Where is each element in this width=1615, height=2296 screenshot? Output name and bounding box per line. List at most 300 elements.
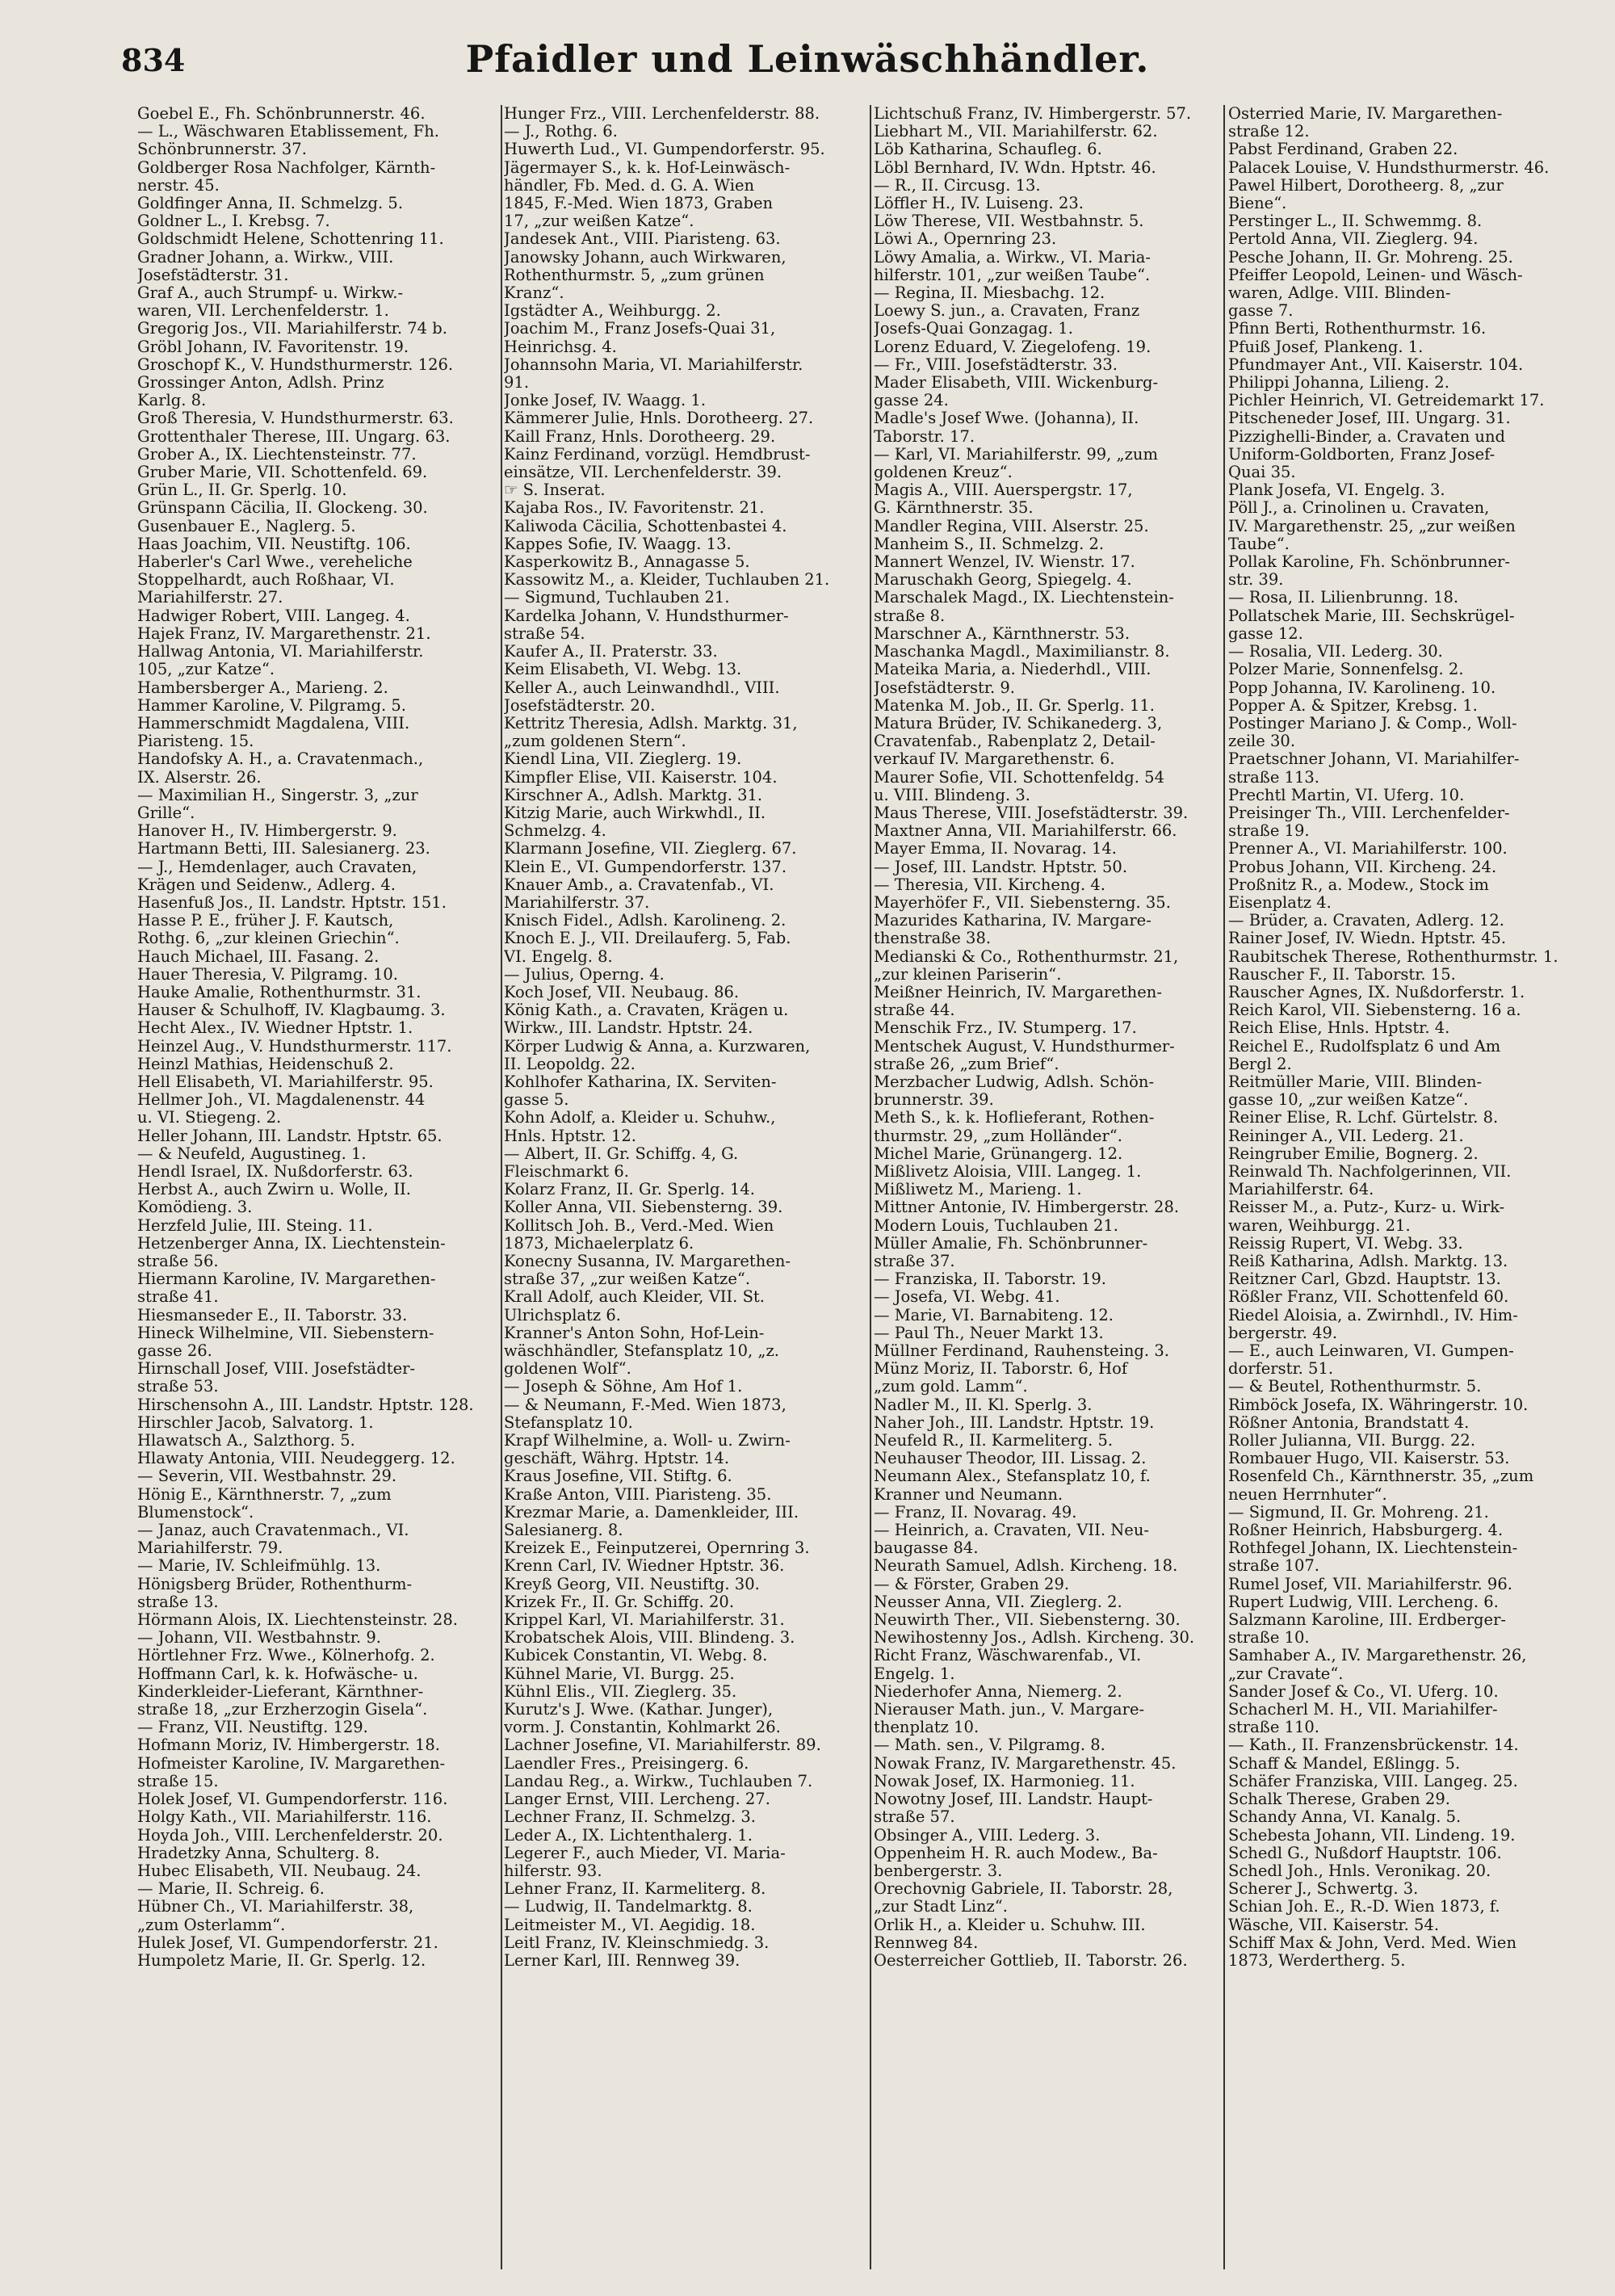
directory-entry-line: — Kath., II. Franzensbrückenstr. 14.: [1228, 1736, 1519, 1755]
directory-entry-line: Popp Johanna, IV. Karolineng. 10.: [1228, 678, 1496, 697]
directory-entry-line: str. 39.: [1228, 571, 1284, 590]
directory-entry-line: Orlik H., a. Kleider u. Schuhw. III.: [874, 1916, 1146, 1934]
directory-entry-line: Kettritz Theresia, Adlsh. Marktg. 31,: [504, 714, 798, 732]
directory-entry-line: Magis A., VIII. Auerspergstr. 17,: [874, 481, 1133, 500]
directory-entry-line: Konecny Susanna, IV. Margarethen-: [504, 1253, 791, 1270]
directory-entry-line: Prenner A., VI. Mariahilferstr. 100.: [1228, 840, 1508, 858]
directory-entry-line: — R., II. Circusg. 13.: [874, 176, 1041, 195]
directory-entry-line: Biene“.: [1228, 195, 1287, 213]
directory-entry-line: Holgy Kath., VII. Mariahilferstr. 116.: [137, 1808, 432, 1827]
directory-entry-line: Schedl G., Nußdorf Hauptstr. 106.: [1228, 1844, 1502, 1862]
directory-entry-line: Eisenplatz 4.: [1228, 893, 1332, 912]
directory-entry-line: Reininger A., VII. Lederg. 21.: [1228, 1127, 1464, 1145]
directory-entry-line: — Theresia, VII. Kircheng. 4.: [874, 875, 1106, 894]
directory-entry-line: Reissig Rupert, VI. Webg. 33.: [1228, 1234, 1463, 1253]
directory-entry-line: Naher Joh., III. Landstr. Hptstr. 19.: [874, 1413, 1155, 1432]
directory-entry-line: Manheim S., II. Schmelzg. 2.: [874, 535, 1105, 553]
directory-entry-line: straße 19.: [1228, 822, 1310, 841]
directory-entry-line: Rainer Josef, IV. Wiedn. Hptstr. 45.: [1228, 930, 1507, 948]
directory-entry-line: Obsinger A., VIII. Lederg. 3.: [874, 1826, 1101, 1845]
directory-entry-line: straße 44.: [874, 1001, 955, 1020]
directory-entry-line: — & Förster, Graben 29.: [874, 1575, 1070, 1593]
directory-entry-line: — Josef, III. Landstr. Hptstr. 50.: [874, 858, 1128, 876]
directory-entry-line: gasse 12.: [1228, 624, 1303, 643]
directory-entry-line: Taube“.: [1228, 535, 1290, 553]
directory-entry-line: Kühnl Elis., VII. Zieglerg. 35.: [504, 1682, 737, 1701]
directory-entry-line: Hönig E., Kärnthnerstr. 7, „zum: [137, 1485, 392, 1504]
directory-entry-line: Postinger Mariano J. & Comp., Woll-: [1228, 714, 1517, 732]
directory-entry-line: bergerstr. 49.: [1228, 1324, 1338, 1342]
directory-entry-line: Michel Marie, Grünangerg. 12.: [874, 1144, 1123, 1163]
directory-entry-line: Haberler's Carl Wwe., vereheliche: [137, 553, 413, 572]
directory-entry-line: Liebhart M., VII. Mariahilferstr. 62.: [874, 123, 1158, 141]
directory-entry-line: Krenn Carl, IV. Wiedner Hptstr. 36.: [504, 1557, 785, 1576]
directory-entry-line: Löffler H., IV. Luiseng. 23.: [874, 195, 1084, 213]
directory-entry-line: — Franz, II. Novarag. 49.: [874, 1503, 1077, 1522]
directory-entry-line: Samhaber A., IV. Margarethenstr. 26,: [1228, 1647, 1527, 1665]
directory-entry-line: Raubitschek Therese, Rothenthurmstr. 1.: [1228, 947, 1558, 966]
directory-entry-line: Kolarz Franz, II. Gr. Sperlg. 14.: [504, 1181, 755, 1199]
directory-entry-line: Hasse P. E., früher J. F. Kautsch,: [137, 912, 394, 930]
directory-entry-line: Pabst Ferdinand, Graben 22.: [1228, 141, 1458, 159]
directory-entry-line: Hofmeister Karoline, IV. Margarethen-: [137, 1754, 446, 1773]
directory-entry-line: Marschalek Magd., IX. Liechtenstein-: [874, 589, 1174, 607]
directory-entry-line: Kaill Franz, Hnls. Dorotheerg. 29.: [504, 427, 776, 446]
directory-entry-line: Mariahilferstr. 79.: [137, 1539, 283, 1558]
directory-entry-line: — Karl, VI. Mariahilferstr. 99, „zum: [874, 445, 1158, 464]
directory-entry-line: Neuhauser Theodor, III. Lissag. 2.: [874, 1450, 1147, 1468]
directory-entry-line: Maschanka Magdl., Maximilianstr. 8.: [874, 643, 1170, 661]
directory-entry-line: Meißner Heinrich, IV. Margarethen-: [874, 983, 1162, 1001]
directory-entry-line: Hasenfuß Jos., II. Landstr. Hptstr. 151.: [137, 893, 447, 912]
directory-entry-line: Mayerhöfer F., VII. Siebensterng. 35.: [874, 893, 1171, 912]
directory-entry-line: Goldfinger Anna, II. Schmelzg. 5.: [137, 195, 404, 213]
directory-entry-line: Knauer Amb., a. Cravatenfab., VI.: [504, 875, 774, 894]
directory-entry-line: — J., Hemdenlager, auch Cravaten,: [137, 858, 417, 876]
directory-entry-line: Rimböck Josefa, IX. Währingerstr. 10.: [1228, 1396, 1529, 1414]
directory-entry-line: Nowotny Josef, III. Landstr. Haupt-: [874, 1790, 1153, 1809]
directory-entry-line: Lerner Karl, III. Rennweg 39.: [504, 1951, 740, 1970]
directory-entry-line: Hineck Wilhelmine, VII. Siebenstern-: [137, 1324, 434, 1342]
directory-entry-line: vorm. J. Constantin, Kohlmarkt 26.: [504, 1719, 781, 1737]
directory-entry-line: Neusser Anna, VII. Zieglerg. 2.: [874, 1593, 1122, 1611]
directory-entry-line: gasse 5.: [504, 1091, 569, 1110]
directory-entry-line: Müller Amalie, Fh. Schönbrunner-: [874, 1234, 1148, 1253]
directory-entry-line: Reinwald Th. Nachfolgerinnen, VII.: [1228, 1162, 1512, 1181]
directory-entry-line: Oesterreicher Gottlieb, II. Taborstr. 26.: [874, 1951, 1188, 1970]
directory-entry-line: Johannsohn Maria, VI. Mariahilferstr.: [504, 355, 803, 374]
directory-entry-line: Kimpfler Elise, VII. Kaiserstr. 104.: [504, 768, 778, 787]
directory-entry-line: Plank Josefa, VI. Engelg. 3.: [1228, 481, 1445, 500]
directory-entry-line: — Marie, II. Schreig. 6.: [137, 1880, 325, 1899]
directory-entry-line: — Maximilian H., Singerstr. 3, „zur: [137, 786, 418, 804]
directory-entry-line: Kajaba Ros., IV. Favoritenstr. 21.: [504, 499, 765, 518]
directory-entry-line: Rauscher F., II. Taborstr. 15.: [1228, 965, 1456, 984]
directory-entry-line: 105, „zur Katze“.: [137, 661, 275, 679]
directory-entry-line: thenstraße 38.: [874, 930, 992, 948]
directory-entry-line: Hanover H., IV. Himbergerstr. 9.: [137, 822, 397, 841]
directory-entry-line: Hiesmanseder E., II. Taborstr. 33.: [137, 1306, 408, 1324]
directory-entry-line: Neurath Samuel, Adlsh. Kircheng. 18.: [874, 1557, 1178, 1576]
directory-entry-line: Jonke Josef, IV. Waagg. 1.: [504, 392, 707, 410]
directory-entry-line: Graf A., auch Strumpf- u. Wirkw.-: [137, 284, 404, 303]
directory-entry-line: VI. Engelg. 8.: [504, 947, 613, 966]
directory-entry-line: Haas Joachim, VII. Neustiftg. 106.: [137, 535, 411, 553]
directory-entry-line: Reich Karol, VII. Siebensterng. 16 a.: [1228, 1001, 1521, 1020]
directory-entry-line: geschäft, Währg. Hptstr. 14.: [504, 1450, 730, 1468]
directory-entry-line: Kaufer A., II. Praterstr. 33.: [504, 643, 718, 661]
directory-entry-line: straße 41.: [137, 1288, 219, 1307]
directory-entry-line: Heinzel Aug., V. Hundsthurmerstr. 117.: [137, 1037, 452, 1056]
directory-entry-line: Kubicek Constantin, VI. Webg. 8.: [504, 1647, 768, 1665]
directory-entry-line: nerstr. 45.: [137, 176, 220, 195]
directory-entry-line: Taborstr. 17.: [874, 427, 975, 446]
directory-entry-line: Schian Joh. E., R.-D. Wien 1873, f.: [1228, 1898, 1500, 1916]
directory-entry-line: — Heinrich, a. Cravaten, VII. Neu-: [874, 1522, 1149, 1540]
directory-entry-line: Reisser M., a. Putz-, Kurz- u. Wirk-: [1228, 1198, 1505, 1217]
directory-entry-line: 1873, Michaelerplatz 6.: [504, 1234, 694, 1253]
directory-entry-line: straße 107.: [1228, 1557, 1319, 1576]
directory-entry-line: Maus Therese, VIII. Josefstädterstr. 39.: [874, 804, 1189, 822]
directory-entry-line: 91.: [504, 374, 530, 392]
directory-entry-line: — Sigmund, II. Gr. Mohreng. 21.: [1228, 1503, 1489, 1522]
directory-entry-line: Cravatenfab., Rabenplatz 2, Detail-: [874, 732, 1156, 751]
directory-entry-line: thurmstr. 29, „zum Holländer“.: [874, 1127, 1122, 1145]
directory-entry-line: Lechner Franz, II. Schmelzg. 3.: [504, 1808, 756, 1827]
directory-entry-line: Richt Franz, Wäschwarenfab., VI.: [874, 1647, 1142, 1665]
directory-entry-line: Legerer F., auch Mieder, VI. Maria-: [504, 1844, 786, 1862]
directory-entry-line: Niederhofer Anna, Niemerg. 2.: [874, 1682, 1122, 1701]
directory-entry-line: Popper A. & Spitzer, Krebsg. 1.: [1228, 696, 1478, 715]
directory-entry-line: Reitmüller Marie, VIII. Blinden-: [1228, 1072, 1483, 1091]
directory-entry-line: Blumenstock“.: [137, 1503, 254, 1522]
directory-entry-line: Krezmar Marie, a. Damenkleider, III.: [504, 1503, 799, 1522]
directory-entry-line: Keller A., auch Leinwandhdl., VIII.: [504, 678, 780, 697]
directory-entry-line: — L., Wäschwaren Etablissement, Fh.: [137, 123, 439, 141]
directory-entry-line: Klarmann Josefine, VII. Zieglerg. 67.: [504, 840, 797, 858]
directory-entry-line: Prechtl Martin, VI. Uferg. 10.: [1228, 786, 1465, 804]
directory-entry-line: Maurer Sofie, VII. Schottenfeldg. 54: [874, 768, 1164, 787]
directory-entry-line: Herbst A., auch Zwirn u. Wolle, II.: [137, 1181, 411, 1199]
directory-entry-line: — Franziska, II. Taborstr. 19.: [874, 1270, 1106, 1289]
directory-entry-line: Josefs-Quai Gonzagag. 1.: [874, 320, 1073, 338]
directory-entry-line: Knoch E. J., VII. Dreilauferg. 5, Fab.: [504, 930, 791, 948]
directory-entry-line: Salzmann Karoline, III. Erdberger-: [1228, 1611, 1506, 1630]
directory-entry-line: — Regina, II. Miesbachg. 12.: [874, 284, 1105, 303]
directory-entry-line: 1845, F.-Med. Wien 1873, Graben: [504, 195, 774, 213]
directory-entry-line: Löbl Bernhard, IV. Wdn. Hptstr. 46.: [874, 158, 1156, 177]
directory-entry-line: Jägermayer S., k. k. Hof-Leinwäsch-: [504, 158, 791, 177]
directory-entry-line: Nierauser Math. jun., V. Margare-: [874, 1701, 1145, 1719]
directory-entry-line: Palacek Louise, V. Hundsthurmerstr. 46.: [1228, 158, 1550, 177]
directory-entry-line: baugasse 84.: [874, 1539, 979, 1558]
directory-entry-line: Perstinger L., II. Schwemmg. 8.: [1228, 212, 1483, 231]
directory-entry-line: Joachim M., Franz Josefs-Quai 31,: [504, 320, 776, 338]
directory-entry-line: Gröbl Johann, IV. Favoritenstr. 19.: [137, 338, 409, 356]
directory-entry-line: straße 18, „zur Erzherzogin Gisela“.: [137, 1701, 428, 1719]
directory-entry-line: Gregorig Jos., VII. Mariahilferstr. 74 b.: [137, 320, 447, 338]
directory-entry-line: Schedl Joh., Hnls. Veronikag. 20.: [1228, 1862, 1491, 1880]
directory-entry-line: Krall Adolf, auch Kleider, VII. St.: [504, 1288, 765, 1307]
directory-entry-line: Engelg. 1.: [874, 1664, 955, 1683]
directory-entry-line: Hulek Josef, VI. Gumpendorferstr. 21.: [137, 1933, 438, 1952]
directory-entry-line: Loewy S. jun., a. Cravaten, Franz: [874, 302, 1140, 321]
directory-entry-line: einsätze, VII. Lerchenfelderstr. 39.: [504, 464, 782, 482]
directory-entry-line: — Josefa, VI. Webg. 41.: [874, 1288, 1060, 1307]
directory-entry-line: Kainz Ferdinand, vorzügl. Hemdbrust-: [504, 445, 811, 464]
directory-entry-line: Lichtschuß Franz, IV. Himbergerstr. 57.: [874, 105, 1192, 123]
directory-entry-line: Gruber Marie, VII. Schottenfeld. 69.: [137, 464, 428, 482]
directory-entry-line: Kiendl Lina, VII. Zieglerg. 19.: [504, 750, 742, 769]
directory-entry-line: — Paul Th., Neuer Markt 13.: [874, 1324, 1104, 1342]
directory-entry-line: Reich Elise, Hnls. Hptstr. 4.: [1228, 1019, 1450, 1038]
directory-entry-line: Hönigsberg Brüder, Rothenthurm-: [137, 1575, 413, 1593]
directory-entry-line: Kasperkowitz B., Annagasse 5.: [504, 553, 750, 572]
directory-entry-line: Rößner Antonia, Brandstatt 4.: [1228, 1413, 1470, 1432]
directory-entry-line: — Math. sen., V. Pilgramg. 8.: [874, 1736, 1105, 1755]
directory-entry-line: Grünspann Cäcilia, II. Glockeng. 30.: [137, 499, 428, 518]
directory-entry-line: Pfuiß Josef, Plankeng. 1.: [1228, 338, 1424, 356]
directory-entry-line: Reichel E., Rudolfsplatz 6 und Am: [1228, 1037, 1501, 1056]
directory-entry-line: Hartmann Betti, III. Salesianerg. 23.: [137, 840, 430, 858]
directory-entry-line: Körper Ludwig & Anna, a. Kurzwaren,: [504, 1037, 811, 1056]
directory-entry-line: Pfeiffer Leopold, Leinen- und Wäsch-: [1228, 266, 1523, 284]
directory-entry-line: straße 37.: [874, 1253, 955, 1270]
directory-entry-line: zeile 30.: [1228, 732, 1296, 751]
directory-entry-line: Neumann Alex., Stefansplatz 10, f.: [874, 1467, 1151, 1486]
directory-entry-line: 17, „zur weißen Katze“.: [504, 212, 694, 231]
directory-entry-line: — Franz, VII. Neustiftg. 129.: [137, 1719, 368, 1737]
directory-entry-line: Schandy Anna, VI. Kanalg. 5.: [1228, 1808, 1462, 1827]
directory-entry-line: Kappes Sofie, IV. Waagg. 13.: [504, 535, 732, 553]
directory-entry-line: Newihostenny Jos., Adlsh. Kircheng. 30.: [874, 1629, 1195, 1647]
directory-entry-line: Nowak Franz, IV. Margarethenstr. 45.: [874, 1754, 1177, 1773]
directory-entry-line: Medianski & Co., Rothenthurmstr. 21,: [874, 947, 1179, 966]
directory-entry-line: Lachner Josefine, VI. Mariahilferstr. 89.: [504, 1736, 821, 1755]
directory-entry-line: straße 110.: [1228, 1719, 1319, 1737]
directory-entry-line: Kurutz's J. Wwe. (Kathar. Junger),: [504, 1701, 774, 1719]
directory-entry-line: 1873, Werdertherg. 5.: [1228, 1951, 1406, 1970]
directory-entry-line: — Julius, Operng. 4.: [504, 965, 665, 984]
directory-entry-line: Neuwirth Ther., VII. Siebensterng. 30.: [874, 1611, 1181, 1630]
directory-entry-line: — Fr., VIII. Josefstädterstr. 33.: [874, 355, 1118, 374]
directory-entry-line: Lehner Franz, II. Karmeliterg. 8.: [504, 1880, 766, 1899]
directory-entry-line: Mandler Regina, VIII. Alserstr. 25.: [874, 517, 1149, 535]
directory-entry-line: Modern Louis, Tuchlauben 21.: [874, 1216, 1118, 1235]
directory-entry-line: Hetzenberger Anna, IX. Liechtenstein-: [137, 1234, 446, 1253]
directory-column-1: [137, 105, 509, 1970]
directory-entry-line: straße 26, „zum Brief“.: [874, 1055, 1059, 1073]
directory-entry-line: — Joseph & Söhne, Am Hof 1.: [504, 1378, 743, 1396]
directory-entry-line: Heinzl Mathias, Heidenschuß 2.: [137, 1055, 394, 1073]
directory-entry-line: Polzer Marie, Sonnenfelsg. 2.: [1228, 661, 1464, 679]
directory-entry-line: Rennweg 84.: [874, 1933, 979, 1952]
directory-entry-line: Pichler Heinrich, VI. Getreidemarkt 17.: [1228, 392, 1545, 410]
directory-entry-line: Goldschmidt Helene, Schottenring 11.: [137, 230, 444, 249]
directory-entry-line: Jandesek Ant., VIII. Piaristeng. 63.: [504, 230, 781, 249]
directory-entry-line: Reiner Elise, R. Lchf. Gürtelstr. 8.: [1228, 1109, 1499, 1127]
directory-entry-line: Krapf Wilhelmine, a. Woll- u. Zwirn-: [504, 1432, 791, 1450]
directory-entry-line: „zur Stadt Linz“.: [874, 1898, 1008, 1916]
directory-entry-line: gasse 7.: [1228, 302, 1294, 321]
directory-entry-line: Josefstädterstr. 31.: [137, 266, 289, 284]
directory-entry-line: G. Kärnthnerstr. 35.: [874, 499, 1034, 518]
directory-entry-line: Pfundmayer Ant., VII. Kaiserstr. 104.: [1228, 355, 1524, 374]
directory-entry-line: Mittner Antonie, IV. Himbergerstr. 28.: [874, 1198, 1180, 1217]
directory-entry-line: Hammerschmidt Magdalena, VIII.: [137, 714, 410, 732]
directory-entry-line: Hendl Israel, IX. Nußdorferstr. 63.: [137, 1162, 413, 1181]
directory-entry-line: Goldner L., I. Krebsg. 7.: [137, 212, 330, 231]
directory-entry-line: Huwerth Lud., VI. Gumpendorferstr. 95.: [504, 141, 825, 159]
directory-entry-line: straße 57.: [874, 1808, 955, 1827]
directory-entry-line: „zum Osterlamm“.: [137, 1916, 286, 1934]
directory-entry-line: Meth S., k. k. Hoflieferant, Rothen-: [874, 1109, 1155, 1127]
directory-entry-line: straße 10.: [1228, 1629, 1310, 1647]
directory-entry-line: IV. Margarethenstr. 25, „zur weißen: [1228, 517, 1516, 535]
directory-entry-line: Schiff Max & John, Verd. Med. Wien: [1228, 1933, 1516, 1952]
directory-entry-line: Kollitsch Joh. B., Verd.-Med. Wien: [504, 1216, 774, 1235]
directory-entry-line: Holek Josef, VI. Gumpendorferstr. 116.: [137, 1790, 448, 1809]
directory-entry-line: Nowak Josef, IX. Harmonieg. 11.: [874, 1772, 1135, 1790]
directory-entry-line: Löwy Amalia, a. Wirkw., VI. Maria-: [874, 248, 1151, 267]
directory-entry-line: Hörmann Alois, IX. Liechtensteinstr. 28.: [137, 1611, 458, 1630]
directory-entry-line: Rothg. 6, „zur kleinen Griechin“.: [137, 930, 400, 948]
directory-entry-line: Hell Elisabeth, VI. Mariahilferstr. 95.: [137, 1072, 434, 1091]
directory-entry-line: Schebesta Johann, VII. Lindeng. 19.: [1228, 1826, 1516, 1845]
directory-entry-line: Osterried Marie, IV. Margarethen-: [1228, 105, 1503, 123]
directory-entry-line: straße 12.: [1228, 123, 1310, 141]
directory-entry-line: Grille“.: [137, 804, 195, 822]
directory-entry-line: Hörtlehner Frz. Wwe., Kölnerhofg. 2.: [137, 1647, 435, 1665]
directory-entry-line: Rößler Franz, VII. Schottenfeld 60.: [1228, 1288, 1509, 1307]
directory-entry-line: Löb Katharina, Schaufleg. 6.: [874, 141, 1102, 159]
directory-entry-line: Merzbacher Ludwig, Adlsh. Schön-: [874, 1072, 1155, 1091]
directory-entry-line: Knisch Fidel., Adlsh. Karolineng. 2.: [504, 912, 787, 930]
directory-entry-line: Stoppelhardt, auch Roßhaar, VI.: [137, 571, 395, 590]
directory-entry-line: Scherer J., Schwertg. 3.: [1228, 1880, 1419, 1899]
directory-entry-line: Pfinn Berti, Rothenthurmstr. 16.: [1228, 320, 1487, 338]
directory-entry-line: Igstädter A., Weihburgg. 2.: [504, 302, 721, 321]
directory-entry-line: Rothenthurmstr. 5, „zum grünen: [504, 266, 765, 284]
directory-entry-line: Hirnschall Josef, VIII. Josefstädter-: [137, 1360, 416, 1379]
directory-entry-line: Koch Josef, VII. Neubaug. 86.: [504, 983, 740, 1001]
directory-entry-line: Gusenbauer E., Naglerg. 5.: [137, 517, 356, 535]
directory-entry-line: Rumel Josef, VII. Mariahilferstr. 96.: [1228, 1575, 1512, 1593]
directory-entry-line: Mariahilferstr. 27.: [137, 589, 283, 607]
directory-entry-line: Kirschner A., Adlsh. Marktg. 31.: [504, 786, 763, 804]
directory-entry-line: Sander Josef & Co., VI. Uferg. 10.: [1228, 1682, 1499, 1701]
directory-entry-line: Hajek Franz, IV. Margarethenstr. 21.: [137, 624, 431, 643]
directory-entry-line: Marschner A., Kärnthnerstr. 53.: [874, 624, 1130, 643]
directory-entry-line: Schmelzg. 4.: [504, 822, 606, 841]
directory-entry-line: Grossinger Anton, Adlsh. Prinz: [137, 374, 384, 392]
directory-column-3: [874, 105, 1245, 1970]
directory-entry-line: Pesche Johann, II. Gr. Mohreng. 25.: [1228, 248, 1513, 267]
directory-entry-line: Goebel E., Fh. Schönbrunnerstr. 46.: [137, 105, 426, 123]
directory-entry-line: benbergerstr. 3.: [874, 1862, 1003, 1880]
directory-entry-line: Keim Elisabeth, VI. Webg. 13.: [504, 661, 742, 679]
directory-entry-line: — & Beutel, Rothenthurmstr. 5.: [1228, 1378, 1482, 1396]
directory-entry-line: straße 15.: [137, 1772, 219, 1790]
directory-entry-line: Hoyda Joh., VIII. Lerchenfelderstr. 20.: [137, 1826, 443, 1845]
directory-entry-line: waren, VII. Lerchenfelderstr. 1.: [137, 302, 389, 321]
directory-entry-line: dorferstr. 51.: [1228, 1360, 1334, 1379]
directory-entry-line: Matenka M. Job., II. Gr. Sperlg. 11.: [874, 696, 1155, 715]
directory-entry-line: händler, Fb. Med. d. G. A. Wien: [504, 176, 755, 195]
directory-entry-line: „zur kleinen Pariserin“.: [874, 965, 1062, 984]
directory-entry-line: Kohn Adolf, a. Kleider u. Schuhw.,: [504, 1109, 776, 1127]
directory-entry-line: straße 56.: [137, 1253, 219, 1270]
directory-entry-line: Orechovnig Gabriele, II. Taborstr. 28,: [874, 1880, 1173, 1899]
directory-entry-line: Mariahilferstr. 37.: [504, 893, 650, 912]
directory-entry-line: Münz Moriz, II. Taborstr. 6, Hof: [874, 1360, 1128, 1379]
directory-entry-line: Kämmerer Julie, Hnls. Dorotheerg. 27.: [504, 409, 814, 428]
directory-entry-line: König Kath., a. Cravaten, Krägen u.: [504, 1001, 789, 1020]
directory-entry-line: Komödieng. 3.: [137, 1198, 253, 1217]
directory-entry-line: Preisinger Th., VIII. Lerchenfelder-: [1228, 804, 1510, 822]
directory-entry-line: Hauch Michael, III. Fasang. 2.: [137, 947, 380, 966]
directory-entry-line: Mariahilferstr. 64.: [1228, 1181, 1374, 1199]
directory-entry-line: Rothfegel Johann, IX. Liechtenstein-: [1228, 1539, 1518, 1558]
directory-entry-line: waren, Weihburgg. 21.: [1228, 1216, 1411, 1235]
directory-entry-line: — & Neumann, F.-Med. Wien 1873,: [504, 1396, 787, 1414]
directory-entry-line: Heller Johann, III. Landstr. Hptstr. 65.: [137, 1127, 443, 1145]
directory-entry-line: Philippi Johanna, Lilieng. 2.: [1228, 374, 1449, 392]
directory-entry-line: Groschopf K., V. Hundsthurmerstr. 126.: [137, 355, 454, 374]
directory-entry-line: Kinderkleider-Lieferant, Kärnthner-: [137, 1682, 424, 1701]
directory-entry-line: Madle's Josef Wwe. (Johanna), II.: [874, 409, 1139, 428]
directory-entry-line: Kraße Anton, VIII. Piaristeng. 35.: [504, 1485, 772, 1504]
directory-entry-line: — Rosa, II. Lilienbrunng. 18.: [1228, 589, 1459, 607]
directory-entry-line: Heinrichsg. 4.: [504, 338, 617, 356]
directory-entry-line: Löwi A., Opernring 23.: [874, 230, 1057, 249]
directory-entry-line: Löw Therese, VII. Westbahnstr. 5.: [874, 212, 1144, 231]
directory-entry-line: Pizzighelli-Binder, a. Cravaten und: [1228, 427, 1506, 446]
directory-entry-line: Mayer Emma, II. Novarag. 14.: [874, 840, 1117, 858]
directory-entry-line: Hambersberger A., Marieng. 2.: [137, 678, 388, 697]
directory-entry-line: Reitzner Carl, Gbzd. Hauptstr. 13.: [1228, 1270, 1501, 1289]
directory-entry-line: Humpoletz Marie, II. Gr. Sperlg. 12.: [137, 1951, 426, 1970]
directory-entry-line: Praetschner Johann, VI. Mariahilfer-: [1228, 750, 1520, 769]
directory-entry-line: Landau Reg., a. Wirkw., Tuchlauben 7.: [504, 1772, 813, 1790]
directory-entry-line: Schacherl M. H., VII. Mariahilfer-: [1228, 1701, 1498, 1719]
directory-entry-line: Mader Elisabeth, VIII. Wickenburg-: [874, 374, 1159, 392]
directory-entry-line: Hecht Alex., IV. Wiedner Hptstr. 1.: [137, 1019, 413, 1038]
directory-entry-line: Mateika Maria, a. Niederhdl., VIII.: [874, 661, 1151, 679]
directory-entry-line: Kreyß Georg, VII. Neustiftg. 30.: [504, 1575, 760, 1593]
directory-entry-line: Grober A., IX. Liechtensteinstr. 77.: [137, 445, 417, 464]
directory-column-2: [504, 105, 875, 1970]
directory-entry-line: Proßnitz R., a. Modew., Stock im: [1228, 875, 1489, 894]
directory-entry-line: Bergl 2.: [1228, 1055, 1292, 1073]
directory-entry-line: Hauser & Schulhoff, IV. Klagbaumg. 3.: [137, 1001, 446, 1020]
directory-entry-line: Grottenthaler Therese, III. Ungarg. 63.: [137, 427, 451, 446]
directory-entry-line: Kreizek E., Feinputzerei, Opernring 3.: [504, 1539, 810, 1558]
directory-entry-line: Josefstädterstr. 20.: [504, 696, 656, 715]
directory-entry-line: straße 37, „zur weißen Katze“.: [504, 1270, 751, 1289]
directory-entry-line: Wirkw., III. Landstr. Hptstr. 24.: [504, 1019, 753, 1038]
directory-entry-line: u. VI. Stiegeng. 2.: [137, 1109, 282, 1127]
directory-entry-line: straße 13.: [137, 1593, 219, 1611]
directory-entry-line: Hlawaty Antonia, VIII. Neudeggerg. 12.: [137, 1450, 455, 1468]
directory-entry-line: Mißliwetz M., Marieng. 1.: [874, 1181, 1082, 1199]
directory-entry-line: straße 54.: [504, 624, 585, 643]
directory-entry-line: Rombauer Hugo, VII. Kaiserstr. 53.: [1228, 1450, 1510, 1468]
directory-entry-line: Riedel Aloisia, a. Zwirnhdl., IV. Him-: [1228, 1306, 1518, 1324]
directory-entry-line: gasse 24.: [874, 392, 949, 410]
directory-entry-line: Hallwag Antonia, VI. Mariahilferstr.: [137, 643, 424, 661]
directory-entry-line: Quai 35.: [1228, 464, 1296, 482]
